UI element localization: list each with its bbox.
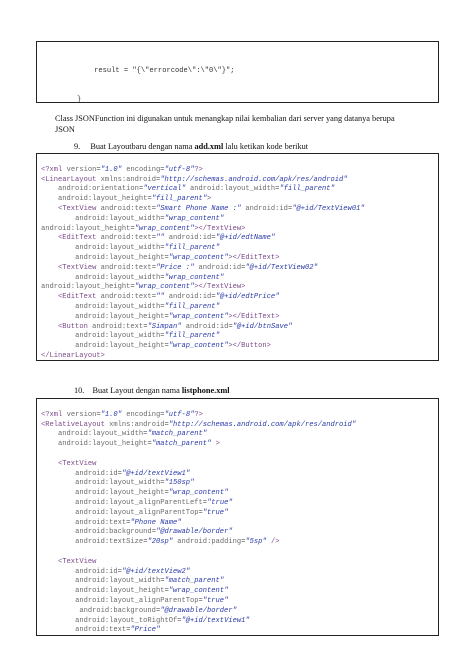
code-line: android:text="Price" [75,626,161,635]
step-text: Buat Layoutbaru dengan nama [90,142,195,151]
code-line: android:layout_width="match_parent" [75,577,225,586]
code-line: android:layout_height="match_parent" > [58,440,220,449]
code-line: <TextView [58,459,97,468]
code-line: android:layout_width="wrap_content" [75,214,225,223]
paragraph-line: Class JSONFunction ini digunakan untuk menangkap nilai kembalian dari server yang datanya berupa [55,114,395,123]
step-text: Buat Layout dengan nama [92,386,182,395]
step-filename: add.xml [194,142,224,151]
code-line: android:id="@+id/textView1" [75,469,191,478]
code-line: android:layout_height="wrap_content"></Button> [75,342,271,351]
step-9-heading [74,141,454,152]
code-line: <EditText android:text="" android:id="@+id/edtName" [58,234,276,243]
code-line: android:layout_alignParentTop="true" [75,508,229,517]
code-line: android:layout_alignParentLeft="true" [75,498,233,507]
code-line: <LinearLayout xmlns:android="http://schemas.android.com/apk/res/android" [41,175,348,184]
code-line: <TextView android:text="Smart Phone Name :" android:id="@+id/TextView01" [58,204,365,213]
code-line: android:background="@drawable/border" [79,606,237,615]
code-line: android:orientation="vertical" android:layout_width="fill_parent" [58,185,335,194]
code-line: android:layout_width="match_parent" [58,430,208,439]
code-line: result = "{\"errorcode\":\"0\"}"; [43,66,235,75]
code-line: android:layout_width="fill_parent" [75,244,220,253]
code-line: <EditText android:text="" android:id="@+id/edtPrice" [58,293,280,302]
listphone-xml-code-box [36,398,439,636]
step-10-heading [74,385,454,396]
code-line [41,548,438,558]
step-text-after: lalu ketikan kode berikut [223,142,309,151]
code-line: android:layout_height="wrap_content" [75,489,229,498]
code-line: android:layout_toRightOf="@+id/textView1" [75,616,250,625]
code-line: </LinearLayout> [41,351,105,360]
code-line: } [43,95,82,103]
step-number: 10. [74,386,85,395]
code-line: <?xml version="1.0" encoding="utf-8"?> [41,410,203,419]
code-line: android:layout_height="wrap_content"></EditText> [75,312,280,321]
code-line: android:layout_height="fill_parent"> [58,195,212,204]
code-line: <RelativeLayout xmlns:android="http://schemas.android.com/apk/res/android" [41,420,357,429]
code-line: android:layout_height="wrap_content"></TextView> [41,283,246,292]
code-line: android:layout_height="wrap_content" [75,587,229,596]
code-line: <Button android:text="Simpan" android:id="@+id/btnSave" [58,322,293,331]
code-line: android:layout_height="wrap_content"></TextView> [41,224,246,233]
code-line: android:text="Phone Name" [75,518,182,527]
code-line: <?xml version="1.0" encoding="utf-8"?> [41,165,203,174]
top-code-box [36,41,439,103]
step-number: 9. [74,142,81,151]
code-line: android:layout_width="150sp" [75,479,195,488]
code-line: <TextView [58,557,97,566]
code-line: android:textSize="20sp" android:padding="5sp" /> [75,538,280,547]
paragraph-line: JSON [55,125,75,134]
add-xml-code-box [36,153,439,361]
code-line: android:layout_width="fill_parent" [75,332,220,341]
code-line: <TextView android:text="Price :" android:id="@+id/TextView02" [58,263,318,272]
code-line: android:id="@+id/textView2" [75,567,191,576]
description-paragraph [55,113,455,135]
code-line: android:layout_alignParentTop="true" [75,596,229,605]
step-filename: listphone.xml [181,386,230,395]
code-line: android:layout_width="wrap_content" [75,273,225,282]
code-line: android:layout_height="wrap_content"></EditText> [75,253,280,262]
code-line [41,450,438,460]
code-line: android:layout_width="fill_parent" [75,302,220,311]
code-line: android:background="@drawable/border" [75,528,233,537]
